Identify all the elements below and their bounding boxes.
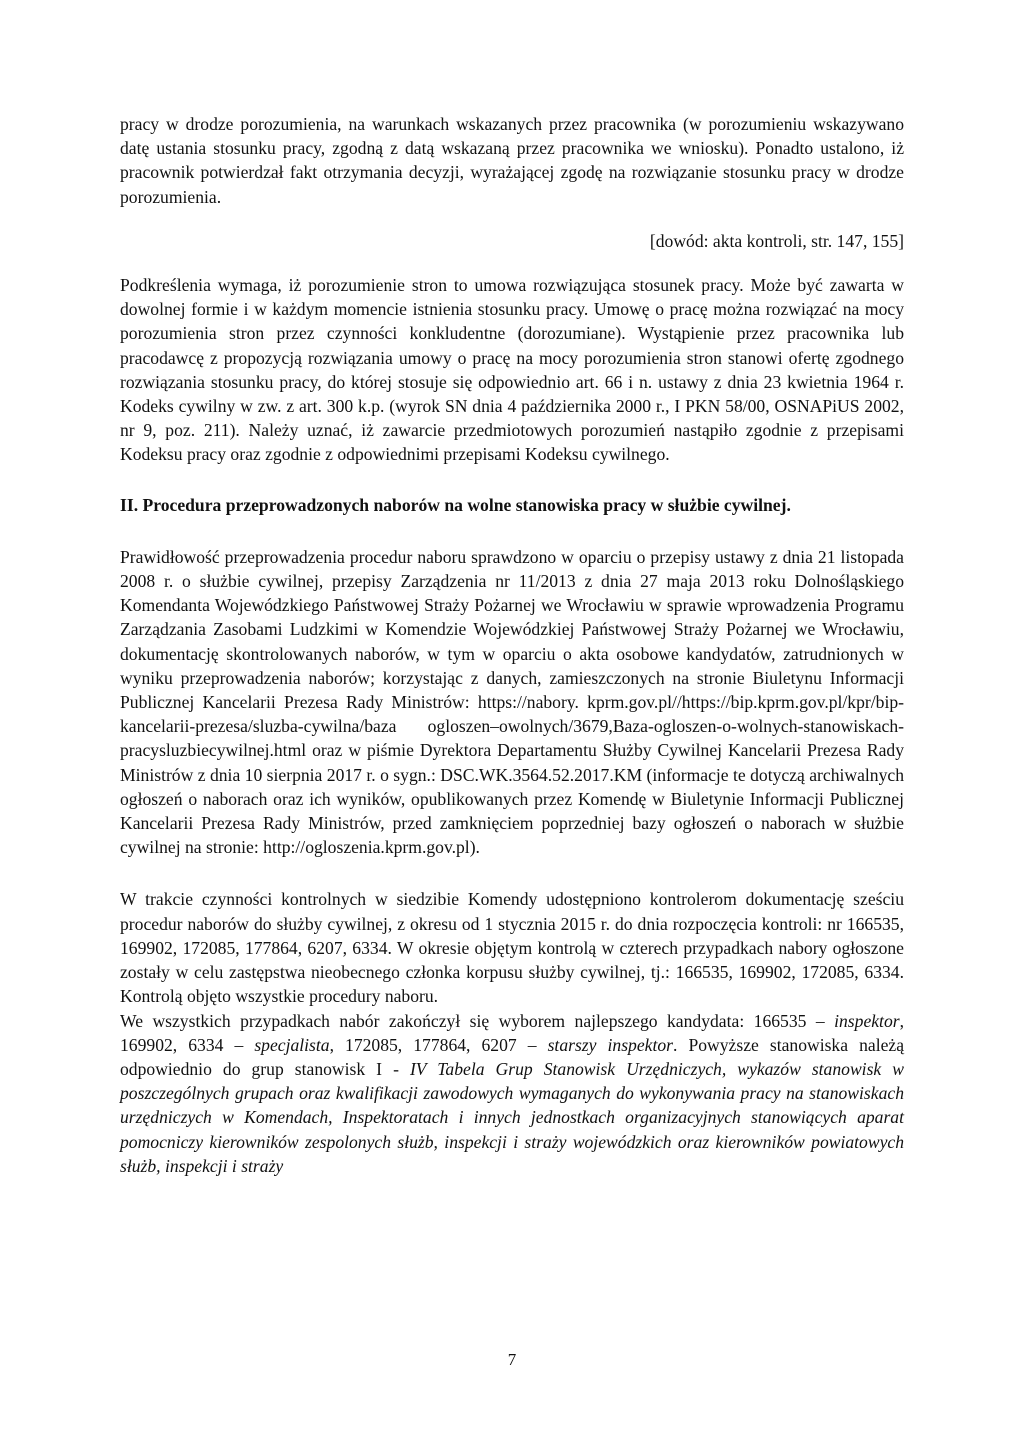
section-heading: II. Procedura przeprowadzonych naborów na wolne stanowiska pracy w służbie cywilnej. [120, 494, 791, 515]
document-page [120, 112, 904, 1178]
text-segment: . Powyższe stanowiska należą odpowiednio do grup stanowisk I - [120, 1034, 905, 1079]
paragraph-contract-termination: pracy w drodze porozumienia, na warunkach wskazanych przez pracownika (w porozumieniu wskazywano datę ustania stosunku pracy, zgodną z datą wskazaną przez pracownika we wniosku). Ponadto ustalono, iż pracownik potwierdzał fakt otrzymania decyzji, wyrażającej zgodę na rozwiązanie stosunku pracy w drodze porozumienia. [120, 114, 904, 207]
evidence-reference: [dowód: akta kontroli, str. 147, 155] [649, 230, 904, 251]
position-inspektor: inspektor [834, 1010, 900, 1031]
paragraph-recruitment-results [120, 1009, 904, 1178]
paragraph-control-activities: W trakcie czynności kontrolnych w siedzibie Komendy udostępniono kontrolerom dokumentację sześciu procedur naborów do służby cywilnej, z okresu od 1 stycznia 2015 r. do dnia rozpoczęcia kontroli: nr 166535, 169902, 172085, 177864, 6207, 6334. W okresie objętym kontrolą w czterech przypadkach nabory ogłoszone zostały w celu zastępstwa nieobecnego członka korpusu służby cywilnej, tj.: 166535, 169902, 172085, 6334. Kontrolą objęto wszystkie procedury naboru. [120, 889, 904, 1007]
text-segment: , 172085, 177864, 6207 – [329, 1034, 548, 1055]
position-starszy-inspektor: starszy inspektor [547, 1034, 673, 1055]
paragraph-procedure-basis: Prawidłowość przeprowadzenia procedur naboru sprawdzono w oparciu o przepisy ustawy z dnia 21 listopada 2008 r. o służbie cywilnej, przepisy Zarządzenia nr 11/2013 z dnia 27 maja 2013 roku Dolnośląskiego Komendanta Wojewódzkiego Państwowej Straży Pożarnej we Wrocławiu w sprawie wprowadzenia Programu Zarządzania Zasobami Ludzkimi w Komendzie Wojewódzkiej Państwowej Straży Pożarnej we Wrocławiu, dokumentację skontrolowanych naborów, w tym w oparciu o akta osobowe kandydatów, zatrudnionych w wyniku przeprowadzenia naborów; korzystając z danych, zamieszczonych na stronie Biuletynu Informacji Publicznej Kancelarii Prezesa Rady Ministrów: https://nabory. kprm.gov.pl//https://bip.kprm.gov.pl/kpr/bip-kancelarii-prezesa/sluzba-cywilna/baza ogloszen–owolnych/3679,Baza-ogloszen-o-wolnych-stanowiskach-pracysluzbiecywilnej.html oraz w piśmie Dyrektora Departamentu Służby Cywilnej Kancelarii Prezesa Rady Ministrów z dnia 10 sierpnia 2017 r. o sygn.: DSC.WK.3564.52.2017.KM (informacje te dotyczą archiwalnych ogłoszeń o naborach oraz ich wyników, opublikowanych przez Komendę w Biuletynie Informacji Publicznej Kancelarii Prezesa Rady Ministrów, przed zamknięciem poprzedniej bazy ogłoszeń o naborach w służbie cywilnej na stronie: http://ogloszenia.kprm.gov.pl). [120, 546, 904, 858]
paragraph-legal-analysis: Podkreślenia wymaga, iż porozumienie stron to umowa rozwiązująca stosunek pracy. Może być zawarta w dowolnej formie i w każdym momencie istnienia stosunku pracy. Umowę o pracę można rozwiązać na mocy porozumienia stron przez czynności konkludentne (dorozumiane). Wystąpienie przez pracownika lub pracodawcę z propozycją rozwiązania umowy o pracę na mocy porozumienia stron stanowi ofertę zgodnego rozwiązania stosunku pracy, do której stosuje się odpowiednio art. 66 i n. ustawy z dnia 23 kwietnia 1964 r. Kodeks cywilny w zw. z art. 300 k.p. (wyrok SN dnia 4 października 2000 r., I PKN 58/00, OSNAPiUS 2002, nr 9, poz. 211). Należy uznać, iż zawarcie przedmiotowych porozumień nastąpiło zgodnie z przepisami Kodeksu pracy oraz zgodnie z odpowiednimi przepisami Kodeksu cywilnego. [120, 275, 904, 465]
page-number: 7 [507, 1350, 517, 1369]
text-segment: We wszystkich przypadkach nabór zakończył się wyborem najlepszego kandydata: 166535 – [120, 1010, 835, 1031]
position-specjalista: specjalista [254, 1034, 330, 1055]
text-segment: , 169902, 6334 – [120, 1010, 904, 1055]
table-reference: IV Tabela Grup Stanowisk Urzędniczych, wykazów stanowisk w poszczególnych grupach oraz kwalifikacji zawodowych wymaganych do wykonywania pracy na stanowiskach urzędniczych w Komendach, Inspektoratach i innych jednostkach organizacyjnych stanowiących aparat pomocniczy kierowników zespolonych służb, inspekcji i straży wojewódzkich oraz kierowników powiatowych służb, inspekcji i straży [120, 1058, 904, 1176]
